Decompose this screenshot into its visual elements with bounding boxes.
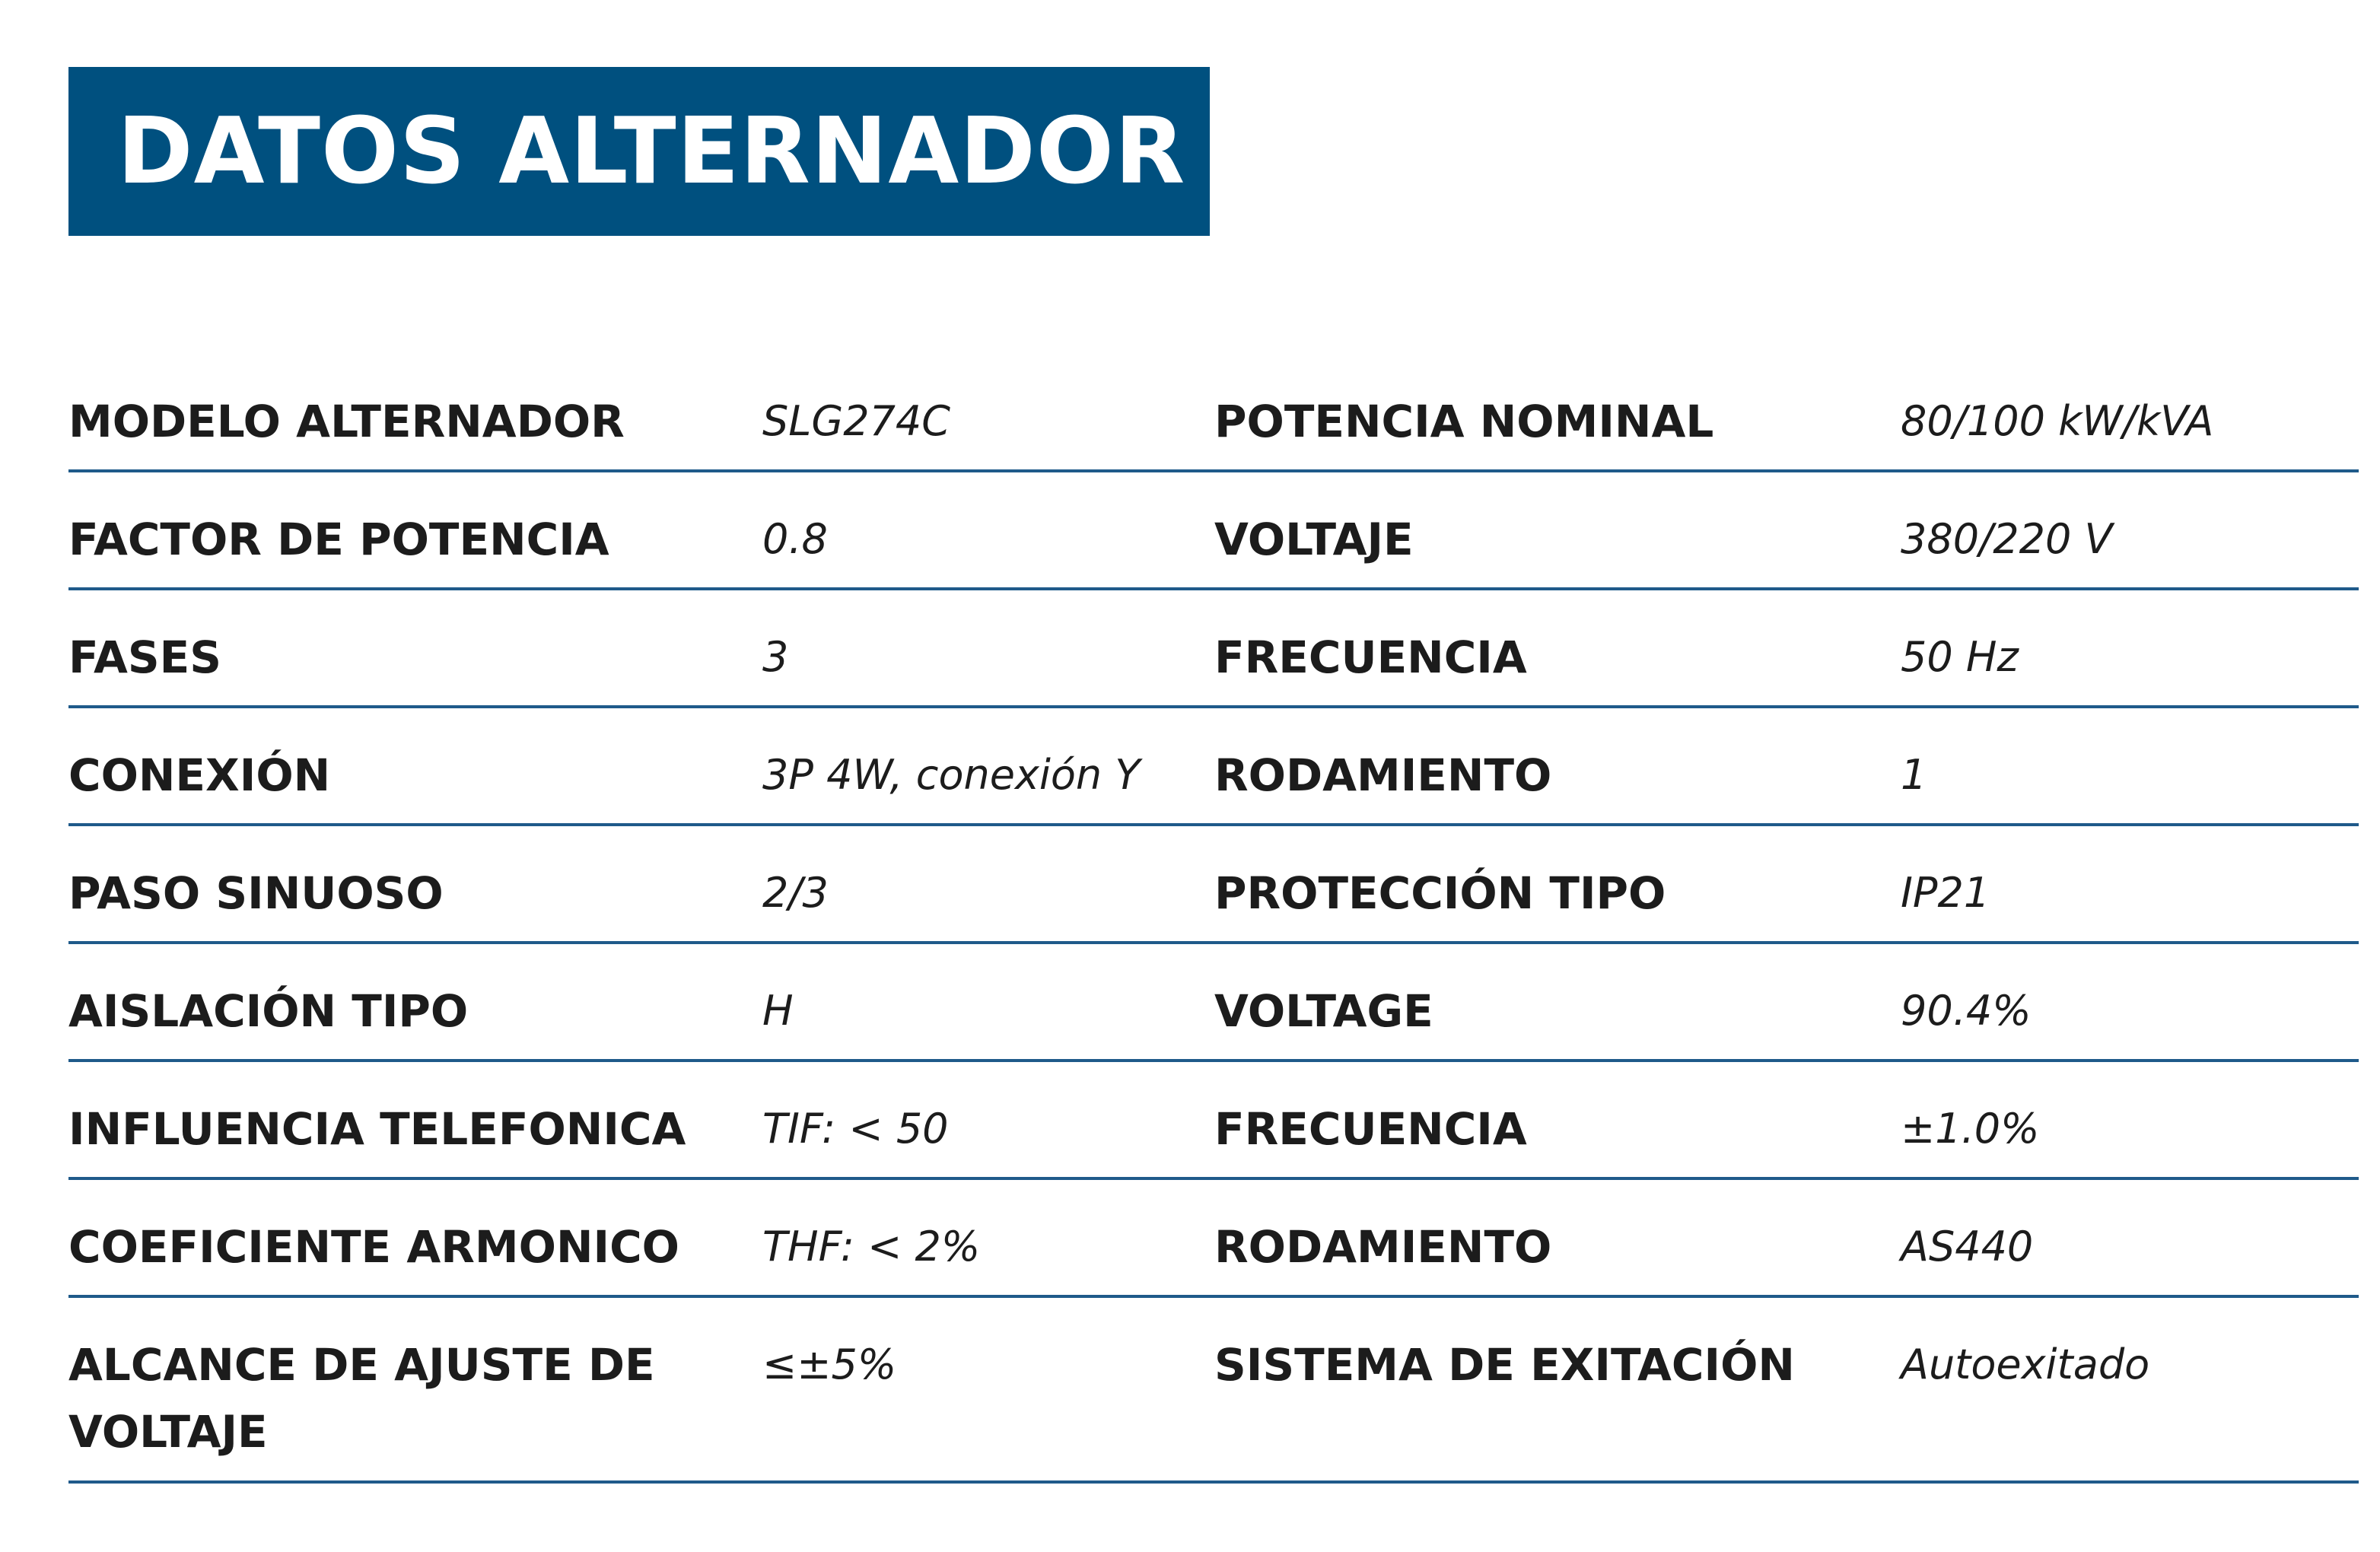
spec-label: MODELO ALTERNADOR	[68, 396, 625, 447]
spec-value: 80/100 kW/kVA	[1901, 397, 2214, 445]
spec-row	[68, 1180, 2359, 1298]
title-banner	[68, 67, 1210, 236]
spec-row	[68, 472, 2359, 590]
spec-value: ≤±5%	[762, 1341, 897, 1388]
spec-row	[68, 826, 2359, 944]
spec-value: H	[762, 987, 794, 1035]
spec-table	[68, 355, 2359, 1484]
spec-label: RODAMIENTO	[1214, 1221, 1552, 1273]
spec-label: PROTECCIÓN TIPO	[1214, 867, 1666, 919]
spec-value: AS440	[1901, 1223, 2034, 1271]
spec-label: VOLTAJE	[1214, 514, 1414, 565]
spec-row	[68, 1298, 2359, 1484]
spec-value: 3	[762, 633, 789, 681]
spec-value: 2/3	[762, 869, 829, 917]
spec-label: POTENCIA NOMINAL	[1214, 396, 1714, 447]
spec-value: 3P 4W, conexión Y	[762, 751, 1141, 799]
spec-label: AISLACIÓN TIPO	[68, 985, 469, 1037]
spec-value: ±1.0%	[1901, 1105, 2040, 1153]
spec-row	[68, 708, 2359, 826]
spec-value: 1	[1901, 751, 1927, 799]
spec-label: PASO SINUOSO	[68, 867, 444, 919]
spec-value: THF: < 2%	[762, 1223, 981, 1271]
page-title: DATOS ALTERNADOR	[117, 98, 1186, 205]
spec-label: FRECUENCIA	[1214, 1103, 1527, 1155]
spec-row	[68, 355, 2359, 472]
spec-label: ALCANCE DE AJUSTE DE VOLTAJE	[68, 1339, 655, 1458]
spec-value: 0.8	[762, 515, 828, 563]
spec-value: SLG274C	[762, 397, 950, 445]
spec-row	[68, 590, 2359, 708]
spec-value: 50 Hz	[1901, 633, 2019, 681]
spec-label: FASES	[68, 631, 222, 683]
spec-value: 90.4%	[1901, 987, 2032, 1035]
spec-value: IP21	[1901, 869, 1990, 917]
spec-label: RODAMIENTO	[1214, 749, 1552, 801]
spec-label: CONEXIÓN	[68, 749, 331, 801]
spec-value: TIF: < 50	[762, 1105, 949, 1153]
spec-label: VOLTAGE	[1214, 985, 1433, 1037]
spec-value: Autoexitado	[1901, 1341, 2150, 1388]
spec-label: FRECUENCIA	[1214, 631, 1527, 683]
spec-row	[68, 1062, 2359, 1180]
spec-value: 380/220 V	[1901, 515, 2113, 563]
spec-row	[68, 944, 2359, 1062]
spec-label: INFLUENCIA TELEFONICA	[68, 1103, 686, 1155]
spec-label: SISTEMA DE EXITACIÓN	[1214, 1339, 1795, 1391]
spec-label: COEFICIENTE ARMONICO	[68, 1221, 679, 1273]
spec-label: FACTOR DE POTENCIA	[68, 514, 609, 565]
